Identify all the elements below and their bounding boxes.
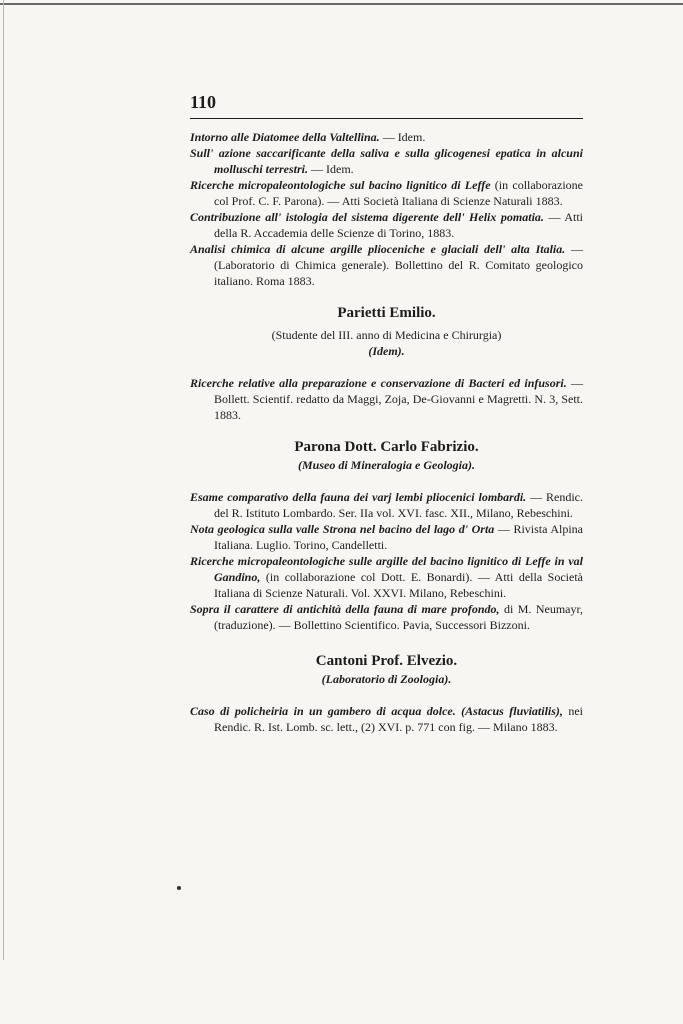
author-affiliation: (Museo di Mineralogia e Geologia). bbox=[298, 458, 475, 472]
author-affiliation: (Studente del III. anno di Medicina e Chirurgia) bbox=[271, 328, 502, 342]
page-header bbox=[190, 92, 583, 119]
bibliography-entry: Sull' azione saccarificante della saliva e sulla glicogenesi epatica in alcuni molluschi terrestri. — Idem. bbox=[190, 146, 583, 176]
author-affiliation-note: (Idem). bbox=[368, 344, 405, 358]
bibliography-entry: Contribuzione all' istologia del sistema digerente dell' Helix pomatia. — Atti della R. Accademia delle Scienze di Torino, 1883. bbox=[190, 210, 583, 240]
bibliography-entry: Sopra il carattere di antichità della fauna di mare profondo, di M. Neumayr, (traduzione). — Bollettino Scientifico. Pavia, Successori Bizzoni. bbox=[190, 602, 584, 632]
page-top-rule bbox=[0, 3, 683, 5]
ink-speck bbox=[177, 886, 181, 890]
page-left-edge bbox=[3, 0, 4, 960]
bibliography-entry: Esame comparativo della fauna dei varj lembi pliocenici lombardi. — Rendic. del R. Istituto Lombardo. Ser. IIa vol. XVI. fasc. XII., Milano, Rebeschini. bbox=[190, 490, 583, 520]
author-name: Cantoni Prof. Elvezio. bbox=[315, 653, 458, 669]
bibliography-entry: Nota geologica sulla valle Strona nel bacino del lago d' Orta — Rivista Alpina Italiana. Luglio. Torino, Candelletti. bbox=[190, 522, 584, 552]
bibliography-entry: Caso di policheiria in un gambero di acqua dolce. (Astacus fluviatilis), nei Rendic. R. Ist. Lomb. sc. lett., (2) XVI. p. 771 con fig. — Milano 1883. bbox=[190, 704, 583, 734]
author-affiliation: (Laboratorio di Zoologia). bbox=[321, 672, 452, 686]
bibliography-entry: Analisi chimica di alcune argille plioceniche e glaciali dell' alta Italia. — (Laboratorio di Chimica generale). Bollettino del R. Comitato geologico italiano. Roma 1883. bbox=[190, 242, 584, 288]
section-parona bbox=[190, 437, 583, 633]
author-name: Parona Dott. Carlo Fabrizio. bbox=[294, 439, 479, 455]
page-number: 110 bbox=[190, 92, 217, 112]
bibliography-entry: Intorno alle Diatomee della Valtellina. — Idem. bbox=[190, 130, 426, 144]
page-content bbox=[190, 129, 583, 735]
author-name: Parietti Emilio. bbox=[337, 305, 436, 321]
bibliography-entry: Ricerche micropaleontologiche sul bacino lignitico di Leffe (in collaborazione col Prof. C. F. Parona). — Atti Società Italiana di Scienze Naturali 1883. bbox=[190, 178, 583, 208]
bibliography-entry: Ricerche micropaleontologiche sulle argille del bacino lignitico di Leffe in val Gandino, (in collaborazione col Dott. E. Bonardi). — Atti della Società Italiana di Scienze Naturali. Vol. XXVI. Milano, Rebeschini. bbox=[190, 554, 583, 600]
section-parietti bbox=[190, 303, 583, 423]
section-continued bbox=[190, 129, 583, 289]
bibliography-entry: Ricerche relative alla preparazione e conservazione di Bacteri ed infusori. — Bollett. Scientif. redatto da Maggi, Zoja, De-Giovanni e Magretti. N. 3, Sett. 1883. bbox=[190, 376, 584, 422]
section-cantoni bbox=[190, 651, 583, 735]
